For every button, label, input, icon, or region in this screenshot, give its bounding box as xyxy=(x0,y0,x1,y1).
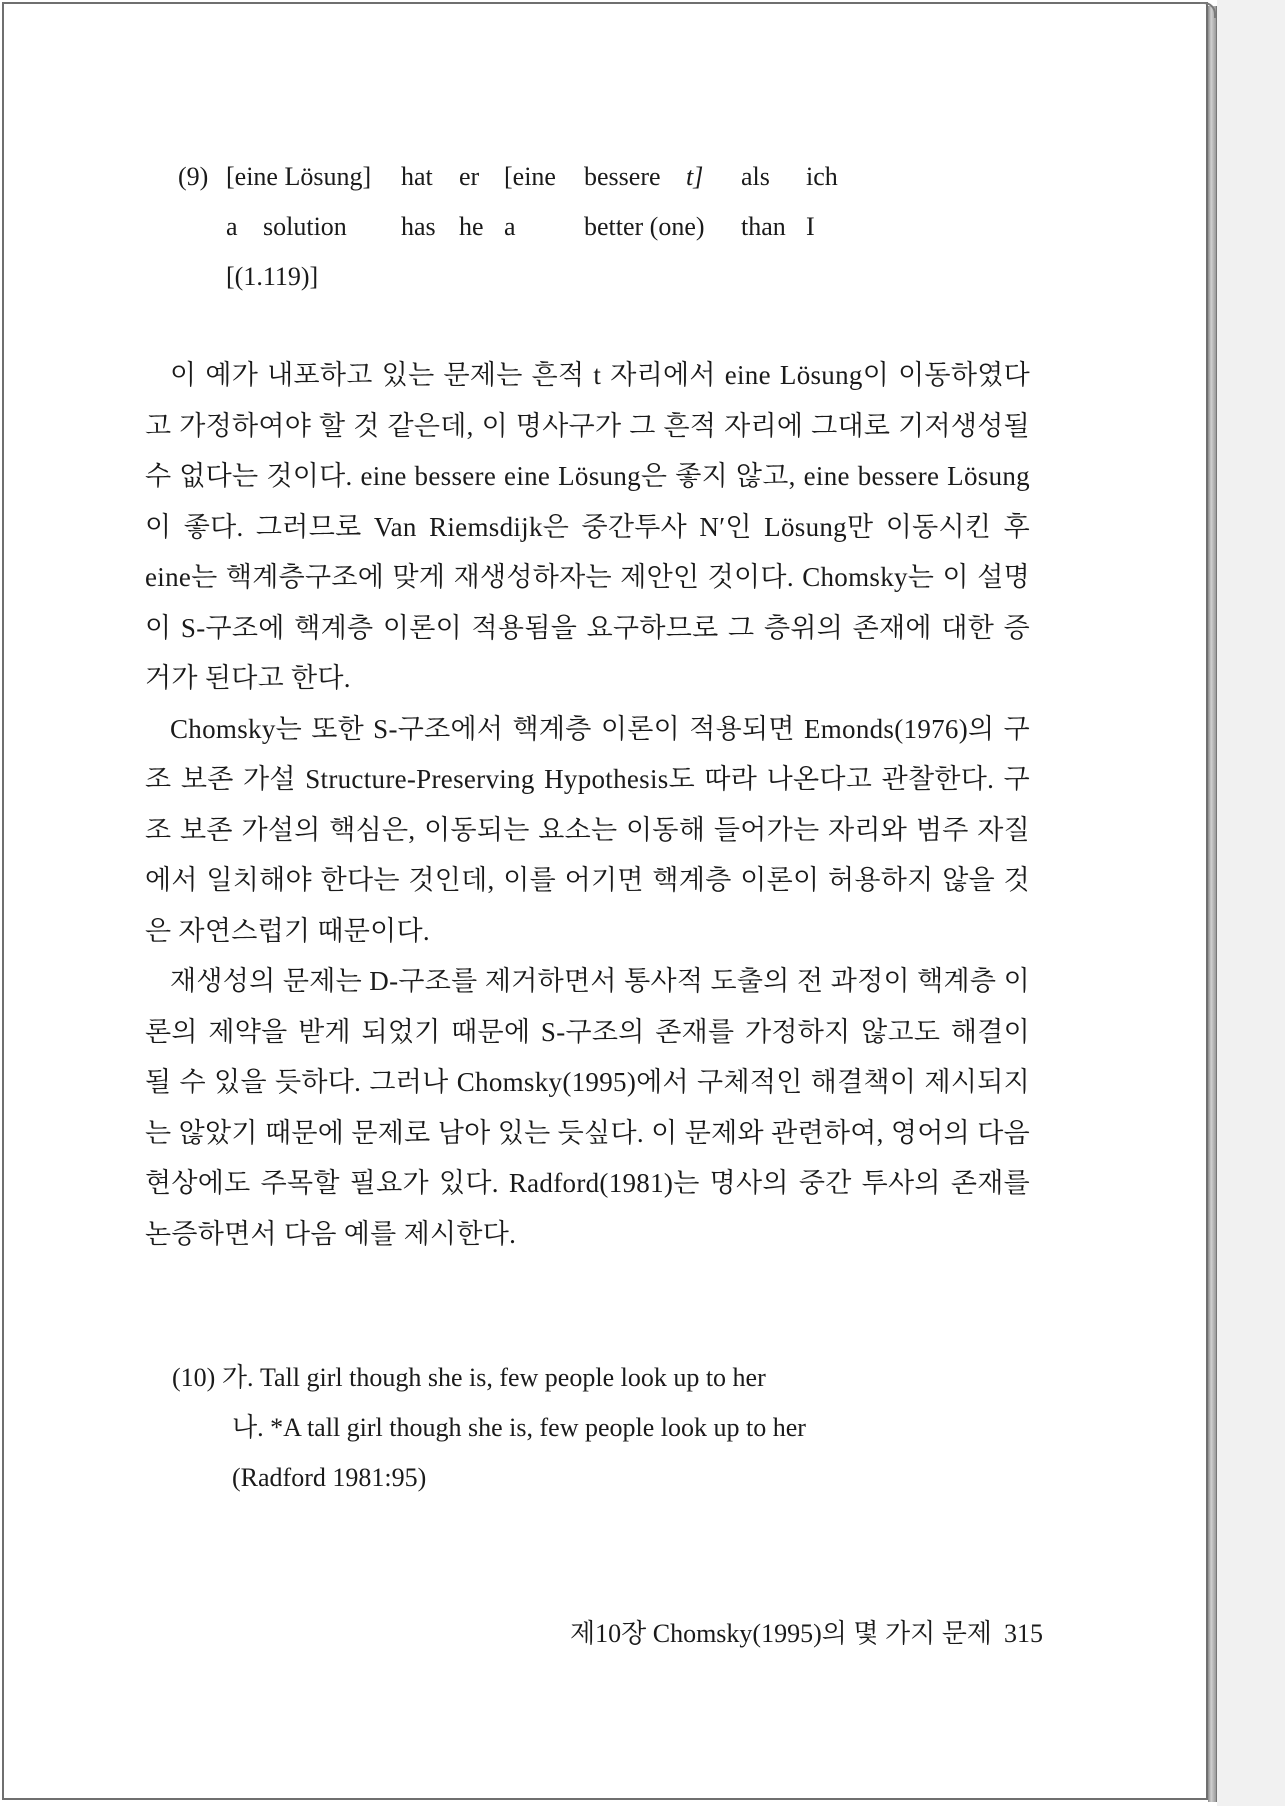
running-footer xyxy=(570,1613,1043,1650)
example-sentence: 나. *A tall girl though she is, few people look up to her xyxy=(232,1413,806,1442)
example-9-german-line xyxy=(178,152,838,202)
gloss-word: solution xyxy=(263,212,347,241)
example-9-gloss-line xyxy=(178,202,838,252)
page-edge-shadow xyxy=(1208,6,1217,1802)
gloss-word: than xyxy=(741,212,786,241)
example-citation: (Radford 1981:95) xyxy=(232,1463,427,1492)
german-word: hat xyxy=(401,162,433,191)
german-word: ich xyxy=(806,162,838,191)
example-9 xyxy=(178,152,838,302)
paragraph: Chomsky는 또한 S-구조에서 핵계층 이론이 적용되면 Emonds(1976)의 구조 보존 가설 Structure-Preserving Hypothesis도 따라 나온다고 관찰한다. 구조 보존 가설의 핵심은, 이동되는 요소는 이동해 들어가는 자리와 범주 자질에서 일치해야 한다는 것인데, 이를 어기면 핵계층 이론이 허용하지 않을 것은 자연스럽기 때문이다. xyxy=(145,713,1030,946)
example-9-citation-line xyxy=(178,252,838,302)
gloss-word: I xyxy=(806,212,815,241)
german-word: er xyxy=(459,162,480,191)
gloss-word: a xyxy=(504,212,516,241)
outer-background xyxy=(1217,0,1285,1806)
example-10-line-b xyxy=(172,1403,806,1453)
example-10-citation-line xyxy=(172,1453,806,1503)
example-citation: [(1.119)] xyxy=(226,262,319,291)
paragraph: 이 예가 내포하고 있는 문제는 흔적 t 자리에서 eine Lösung이 이동하였다고 가정하여야 할 것 같은데, 이 명사구가 그 흔적 자리에 그대로 기저생성될 수 없다는 것이다. eine bessere eine Lösung은 좋지 않고, eine bessere Lösung이 좋다. 그러므로 Van Riemsdijk은 중간투사 N′인 Lösung만 이동시킨 후 eine는 핵계층구조에 맞게 재생성하자는 제안인 것이다. Chomsky는 이 설명이 S-구조에 핵계층 이론이 적용됨을 요구하므로 그 층위의 존재에 대한 증거가 된다고 한다. xyxy=(145,360,1030,693)
german-word: bessere xyxy=(584,162,661,191)
page-curl-corner xyxy=(1200,2,1216,18)
paragraph: 재생성의 문제는 D-구조를 제거하면서 통사적 도출의 전 과정이 핵계층 이론의 제약을 받게 되었기 때문에 S-구조의 존재를 가정하지 않고도 해결이 될 수 있을 듯하다. 그러나 Chomsky(1995)에서 구체적인 해결책이 제시되지는 않았기 때문에 문제로 남아 있는 듯싶다. 이 문제와 관련하여, 영어의 다음 현상에도 주목할 필요가 있다. Radford(1981)는 명사의 중간 투사의 존재를 논증하면서 다음 예를 제시한다. xyxy=(145,966,1030,1249)
example-10 xyxy=(172,1353,806,1503)
gloss-word: he xyxy=(459,212,484,241)
body-text xyxy=(145,350,1030,1259)
german-word: t] xyxy=(686,162,704,191)
example-number: (10) xyxy=(172,1363,216,1392)
example-10-line-a xyxy=(172,1353,806,1403)
german-word: [eine xyxy=(504,162,556,191)
page-number: 315 xyxy=(1003,1619,1043,1648)
gloss-word: has xyxy=(401,212,436,241)
gloss-word: better (one) xyxy=(584,212,705,241)
chapter-title: 제10장 Chomsky(1995)의 몇 가지 문제 xyxy=(570,1619,992,1648)
german-word: [eine Lösung] xyxy=(226,162,372,191)
gloss-word: a xyxy=(226,212,238,241)
example-number: (9) xyxy=(178,162,209,191)
example-sentence: 가. Tall girl though she is, few people look up to her xyxy=(221,1363,766,1392)
german-word: als xyxy=(741,162,770,191)
